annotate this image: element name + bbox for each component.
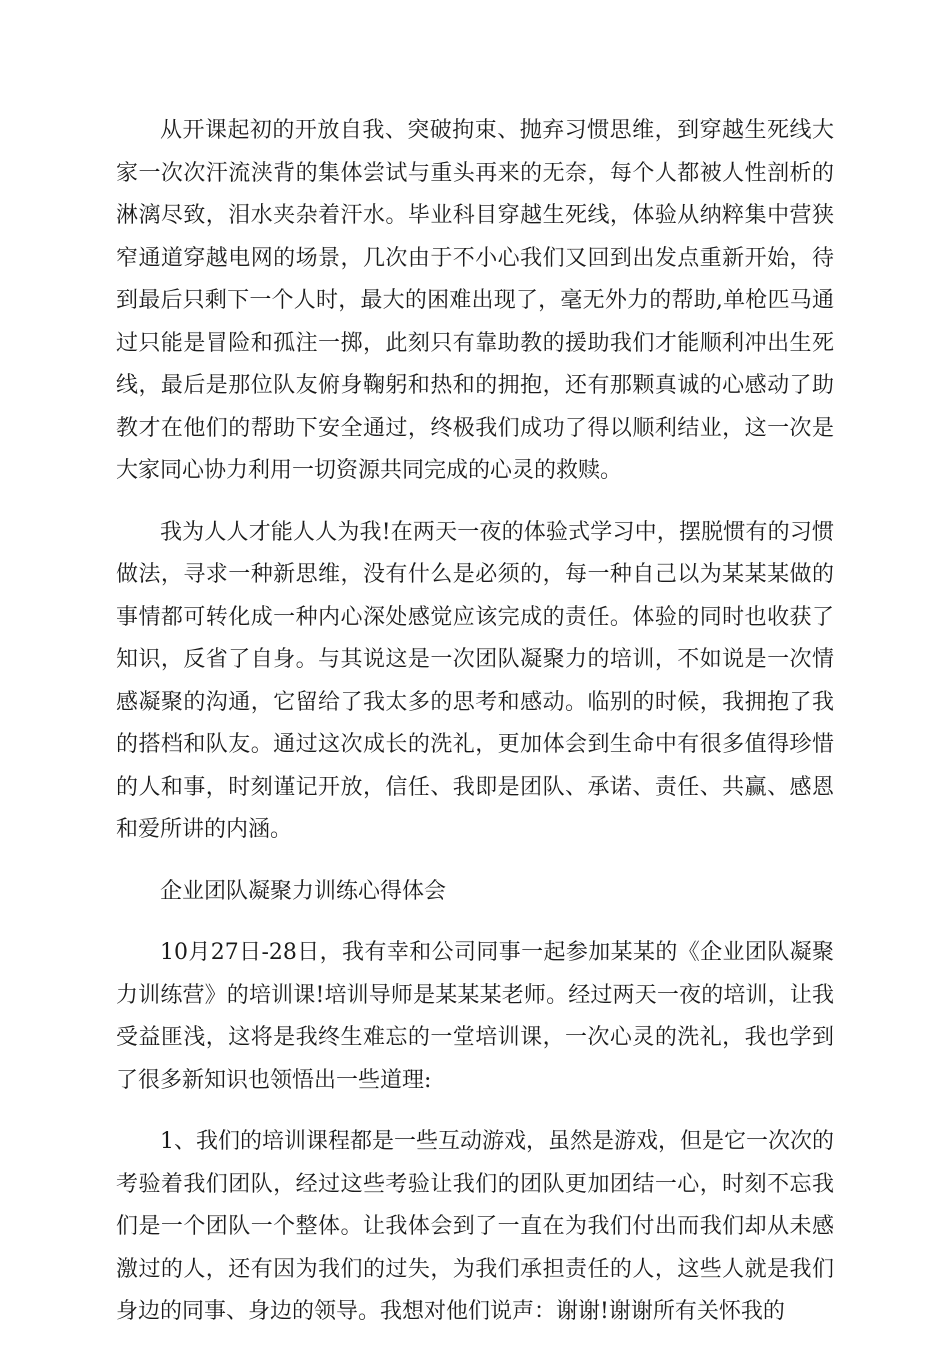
paragraph-point-1: 1、我们的培训课程都是一些互动游戏，虽然是游戏，但是它一次次的考验着我们团队，经过这些考验让我们的团队更加团结一心，时刻不忘我们是一个团队一个整体。让我体会到了一直在为我们付出而我们却从未感激过的人，还有因为我们的过失，为我们承担责任的人，这些人就是我们身边的同事、身边的领导。我想对他们说声：谢谢!谢谢所有关怀我的 bbox=[116, 1129, 834, 1324]
document-page bbox=[116, 110, 834, 1353]
paragraph-training-intro: 10月27日-28日，我有幸和公司同事一起参加某某的《企业团队凝聚力训练营》的培训课!培训导师是某某某老师。经过两天一夜的培训，让我受益匪浅，这将是我终生难忘的一堂培训课，一次心灵的洗礼，我也学到了很多新知识也领悟出一些道理: bbox=[116, 940, 834, 1093]
paragraph-reflection: 我为人人才能人人为我!在两天一夜的体验式学习中，摆脱惯有的习惯做法，寻求一种新思维，没有什么是必须的，每一种自己以为某某某做的事情都可转化成一种内心深处感觉应该完成的责任。体验的同时也收获了知识，反省了自身。与其说这是一次团队凝聚力的培训，不如说是一次情感凝聚的沟通，它留给了我太多的思考和感动。临别的时候，我拥抱了我的搭档和队友。通过这次成长的洗礼，更加体会到生命中有很多值得珍惜的人和事，时刻谨记开放，信任、我即是团队、承诺、责任、共赢、感恩和爱所讲的内涵。 bbox=[116, 519, 834, 842]
section-heading: 企业团队凝聚力训练心得体会 bbox=[160, 878, 447, 904]
paragraph-survival-line: 从开课起初的开放自我、突破拘束、抛弃习惯思维，到穿越生死线大家一次次汗流浃背的集体尝试与重头再来的无奈，每个人都被人性剖析的淋漓尽致，泪水夹杂着汗水。毕业科目穿越生死线，体验从纳粹集中营狭窄通道穿越电网的场景，几次由于不小心我们又回到出发点重新开始，待到最后只剩下一个人时，最大的困难出现了，毫无外力的帮助,单枪匹马通过只能是冒险和孤注一掷，此刻只有靠助教的援助我们才能顺利冲出生死线，最后是那位队友俯身鞠躬和热和的拥抱，还有那颗真诚的心感动了助教才在他们的帮助下安全通过，终极我们成功了得以顺利结业，这一次是大家同心协力利用一切资源共同完成的心灵的救赎。 bbox=[116, 118, 834, 483]
